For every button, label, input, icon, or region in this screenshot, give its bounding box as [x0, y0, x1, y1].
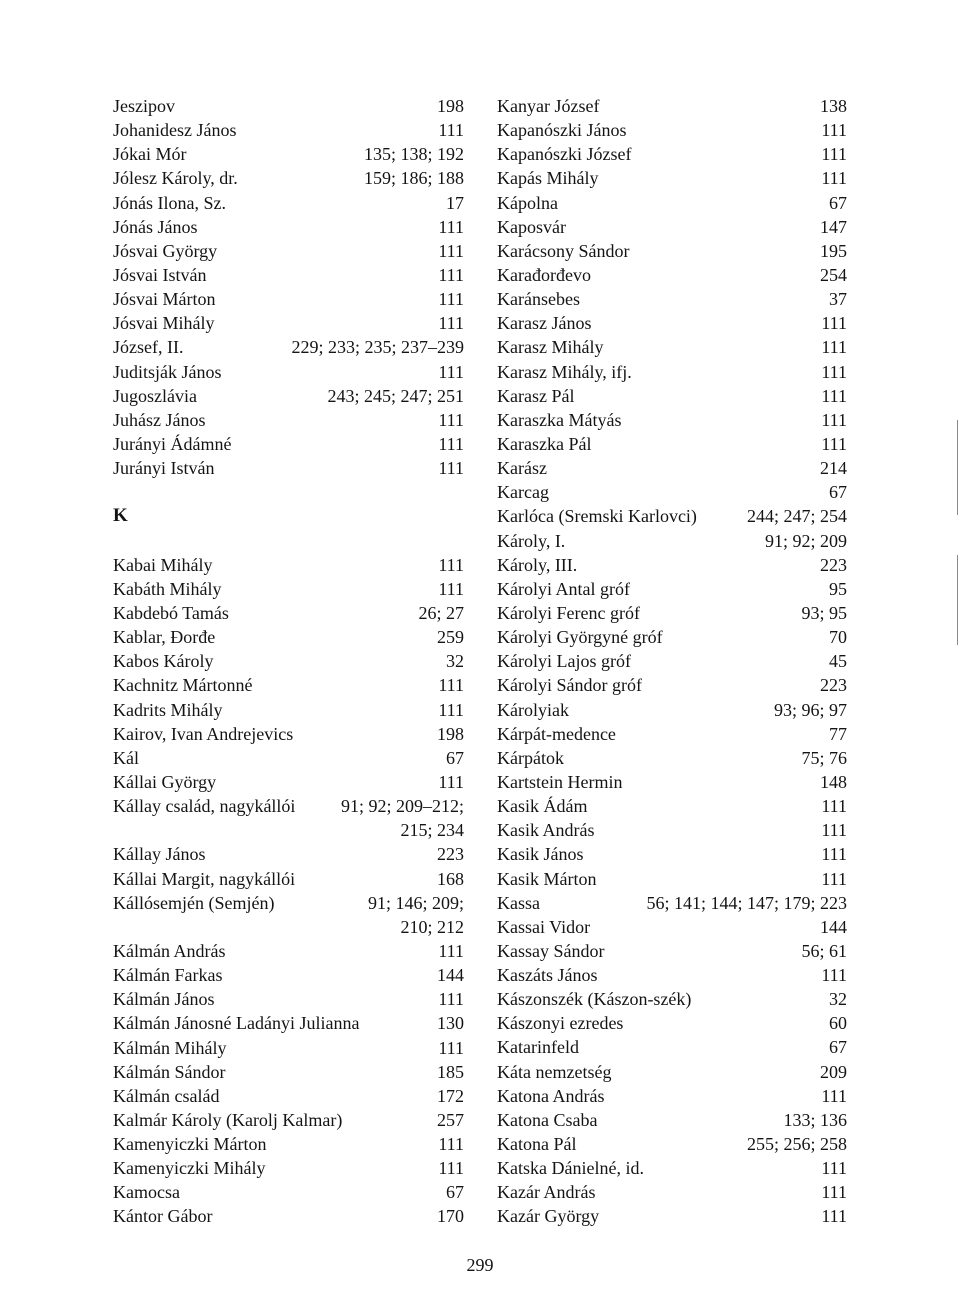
- index-entry: [497, 263, 847, 287]
- entry-term: Jónás János: [113, 216, 198, 237]
- entry-term: Kapanószki József: [497, 144, 632, 165]
- entry-term: Kárpát-medence: [497, 723, 616, 744]
- entry-term: Kassai Vidor: [497, 916, 591, 937]
- entry-pages: 70: [829, 627, 847, 648]
- entry-term: Kazár György: [497, 1206, 600, 1227]
- entry-term: Jurányi Ádámné: [113, 433, 232, 454]
- index-entry: [113, 673, 464, 697]
- entry-pages: 111: [438, 1037, 464, 1058]
- entry-term: Kablar, Đorđe: [113, 627, 216, 648]
- entry-pages: 32: [446, 651, 464, 672]
- entry-pages: 223: [820, 554, 847, 575]
- entry-term: Kállai György: [113, 771, 217, 792]
- index-entry: [113, 746, 464, 770]
- index-entry: [113, 94, 464, 118]
- entry-pages: 111: [438, 289, 464, 310]
- index-entry: [113, 601, 464, 625]
- index-entry: [497, 1204, 847, 1228]
- index-entry: [497, 529, 847, 553]
- entry-pages: 111: [438, 675, 464, 696]
- entry-term: Károly, I.: [497, 530, 566, 551]
- entry-term: Károlyi Ferenc gróf: [497, 602, 640, 623]
- entry-pages: 215; 234: [400, 820, 464, 841]
- entry-term: Jósvai György: [113, 240, 218, 261]
- scan-edge-mark: [957, 555, 958, 645]
- index-entry: [113, 215, 464, 239]
- entry-pages: 111: [821, 965, 847, 986]
- index-entry: [113, 1180, 464, 1204]
- entry-pages: 93; 95: [801, 602, 847, 623]
- index-entry: [497, 794, 847, 818]
- entry-pages: 111: [821, 820, 847, 841]
- index-entry: [497, 553, 847, 577]
- entry-term: Kállay János: [113, 844, 206, 865]
- entry-term: Kárpátok: [497, 747, 564, 768]
- entry-term: Juditsják János: [113, 361, 222, 382]
- index-entry: [113, 553, 464, 577]
- entry-term: Karasz Pál: [497, 385, 575, 406]
- index-entry: [113, 191, 464, 215]
- index-entry: [497, 625, 847, 649]
- index-entry: [113, 432, 464, 456]
- index-entry: [497, 360, 847, 384]
- entry-term: Juhász János: [113, 409, 206, 430]
- index-entry: [113, 118, 464, 142]
- entry-pages: 210; 212: [400, 916, 464, 937]
- entry-pages: 32: [829, 989, 847, 1010]
- entry-term: Jókai Mór: [113, 144, 187, 165]
- entry-pages: 67: [446, 747, 464, 768]
- entry-pages: 259: [437, 627, 464, 648]
- entry-term: Károly, III.: [497, 554, 578, 575]
- entry-pages: 111: [821, 433, 847, 454]
- index-entry: [497, 239, 847, 263]
- entry-pages: 111: [438, 313, 464, 334]
- entry-term: Kaszáts János: [497, 965, 598, 986]
- entry-pages: 111: [438, 216, 464, 237]
- entry-pages: 257: [437, 1109, 464, 1130]
- entry-term: József, II.: [113, 337, 184, 358]
- entry-term: Katarinfeld: [497, 1037, 579, 1058]
- index-entry: [497, 577, 847, 601]
- index-entry: [497, 287, 847, 311]
- entry-pages: 138: [820, 96, 847, 116]
- entry-term: Kartstein Hermin: [497, 771, 623, 792]
- index-entry: [497, 142, 847, 166]
- entry-term: Károlyiak: [497, 699, 569, 720]
- index-entry: [113, 698, 464, 722]
- index-entry: [113, 1060, 464, 1084]
- entry-term: Kasik András: [497, 820, 595, 841]
- entry-pages: 111: [438, 989, 464, 1010]
- entry-term: Kanyar József: [497, 96, 600, 116]
- entry-pages: 111: [821, 796, 847, 817]
- entry-pages: 144: [820, 916, 847, 937]
- entry-term: Kazár András: [497, 1182, 596, 1203]
- entry-pages: 111: [821, 120, 847, 141]
- entry-pages: 111: [438, 120, 464, 141]
- entry-term: Katona Csaba: [497, 1109, 598, 1130]
- entry-pages: 93; 96; 97: [773, 699, 847, 720]
- entry-term: Karasz Mihály, ifj.: [497, 361, 632, 382]
- entry-term: Kassa: [497, 892, 540, 913]
- entry-pages: 91; 92; 209: [764, 530, 847, 551]
- index-entry: [497, 673, 847, 697]
- index-entry: [497, 1156, 847, 1180]
- entry-term: Karász: [497, 458, 547, 479]
- entry-term: Kálmán Jánosné Ladányi Julianna: [113, 1013, 360, 1034]
- index-entry: [113, 963, 464, 987]
- index-entry: [497, 480, 847, 504]
- entry-term: Kabdebó Tamás: [113, 602, 229, 623]
- entry-pages: 111: [821, 868, 847, 889]
- index-column-left: [113, 94, 464, 1229]
- entry-pages: 111: [821, 1158, 847, 1179]
- index-entry: [113, 456, 464, 480]
- entry-pages: 67: [446, 1182, 464, 1203]
- entry-term: Karaszka Pál: [497, 433, 592, 454]
- entry-term: Kapás Mihály: [497, 168, 599, 189]
- entry-term: Kasik János: [497, 844, 584, 865]
- entry-pages: 209: [820, 1061, 847, 1082]
- entry-term: Karađorđevo: [497, 264, 591, 285]
- entry-term: Kállósemjén (Semjén): [113, 892, 275, 913]
- index-entry: [497, 1108, 847, 1132]
- entry-term: Jósvai Mihály: [113, 313, 215, 334]
- entry-term: Kamocsa: [113, 1182, 180, 1203]
- entry-term: Jurányi István: [113, 458, 215, 479]
- entry-pages: 254: [820, 264, 847, 285]
- index-entry: [497, 504, 847, 528]
- index-entry: [497, 1011, 847, 1035]
- entry-pages: 111: [821, 1182, 847, 1203]
- index-entry: [497, 770, 847, 794]
- entry-term: Katona Pál: [497, 1134, 577, 1155]
- entry-pages: 111: [821, 361, 847, 382]
- entry-term: Kálmán Sándor: [113, 1061, 226, 1082]
- entry-pages: 111: [438, 699, 464, 720]
- index-entry: [497, 1060, 847, 1084]
- index-entry: [113, 1132, 464, 1156]
- entry-pages: 95: [829, 578, 847, 599]
- index-entry: [497, 1035, 847, 1059]
- index-entry: [497, 698, 847, 722]
- index-entry: [497, 384, 847, 408]
- entry-term: Karánsebes: [497, 289, 580, 310]
- right-entries-k: [497, 94, 847, 1229]
- entry-term: Kápolna: [497, 192, 558, 213]
- index-entry: [497, 842, 847, 866]
- entry-pages: 229; 233; 235; 237–239: [291, 337, 464, 358]
- entry-term: Kadrits Mihály: [113, 699, 223, 720]
- entry-term: Jósvai István: [113, 264, 207, 285]
- entry-pages: 37: [829, 289, 847, 310]
- entry-term: Károlyi Lajos gróf: [497, 651, 631, 672]
- entry-term: Karácsony Sándor: [497, 240, 630, 261]
- index-entry: [497, 1180, 847, 1204]
- index-entry: [497, 915, 847, 939]
- entry-pages: 111: [821, 1206, 847, 1227]
- index-entry: [113, 891, 464, 915]
- index-entry: [497, 1132, 847, 1156]
- index-column-right: [497, 94, 847, 1229]
- entry-term: Káta nemzetség: [497, 1061, 612, 1082]
- entry-pages: 172: [437, 1085, 464, 1106]
- index-entry: [113, 867, 464, 891]
- index-entry: [497, 987, 847, 1011]
- index-entry: [113, 939, 464, 963]
- entry-term: Kállai Margit, nagykállói: [113, 868, 296, 889]
- entry-term: Kál: [113, 747, 139, 768]
- entry-term: Kairov, Ivan Andrejevics: [113, 723, 294, 744]
- entry-pages: 111: [438, 433, 464, 454]
- entry-pages: 91; 92; 209–212;: [340, 796, 464, 817]
- index-entry: [497, 456, 847, 480]
- entry-term: Kasik Ádám: [497, 796, 588, 817]
- entry-pages: 133; 136: [783, 1109, 847, 1130]
- index-entry: [497, 166, 847, 190]
- index-entry: [113, 577, 464, 601]
- index-entry: [497, 601, 847, 625]
- entry-term: Károlyi Györgyné gróf: [497, 627, 663, 648]
- entry-term: Kálmán András: [113, 940, 226, 961]
- entry-pages: 111: [438, 1158, 464, 1179]
- index-entry: [497, 818, 847, 842]
- index-entry: [113, 794, 464, 818]
- entry-pages: 111: [438, 554, 464, 575]
- entry-pages: 111: [438, 1134, 464, 1155]
- index-entry: [113, 625, 464, 649]
- entry-pages: 111: [438, 940, 464, 961]
- index-entry: [113, 142, 464, 166]
- entry-term: Karcag: [497, 482, 549, 503]
- index-entry: [113, 1204, 464, 1228]
- entry-term: Kászonyi ezredes: [497, 1013, 624, 1034]
- page-number: 299: [466, 1255, 494, 1275]
- entry-pages: 67: [829, 482, 847, 503]
- entry-term: Kabos Károly: [113, 651, 214, 672]
- entry-pages: 244; 247; 254: [746, 506, 847, 527]
- entry-pages: 243; 245; 247; 251: [327, 385, 464, 406]
- entry-pages: 111: [438, 361, 464, 382]
- entry-term: Jónás Ilona, Sz.: [113, 192, 226, 213]
- index-entry: [497, 963, 847, 987]
- entry-term: Katska Dánielné, id.: [497, 1158, 644, 1179]
- index-entry: [113, 1156, 464, 1180]
- index-entry: [113, 311, 464, 335]
- index-entry: [497, 1084, 847, 1108]
- entry-term: Kállay család, nagykállói: [113, 796, 296, 817]
- entry-pages: 111: [438, 771, 464, 792]
- entry-pages: 67: [829, 1037, 847, 1058]
- entry-pages: 130: [437, 1013, 464, 1034]
- index-entry: [113, 1084, 464, 1108]
- entry-pages: 111: [821, 313, 847, 334]
- entry-term: Jósvai Márton: [113, 289, 216, 310]
- entry-term: Jugoszlávia: [113, 385, 197, 406]
- entry-term: Kabáth Mihály: [113, 578, 222, 599]
- entry-pages: 223: [820, 675, 847, 696]
- index-entry-continuation: [113, 818, 464, 842]
- entry-term: Kamenyiczki Márton: [113, 1134, 267, 1155]
- index-entry: [497, 408, 847, 432]
- entry-pages: 195: [820, 240, 847, 261]
- index-entry: [113, 722, 464, 746]
- entry-term: Kálmán család: [113, 1085, 220, 1106]
- index-entry: [113, 335, 464, 359]
- index-entry: [113, 166, 464, 190]
- entry-term: Jólesz Károly, dr.: [113, 168, 238, 189]
- entry-term: Kalmár Károly (Karolj Kalmar): [113, 1109, 343, 1130]
- entry-pages: 147: [820, 216, 847, 237]
- entry-term: Károlyi Sándor gróf: [497, 675, 642, 696]
- entry-term: Jeszipov: [113, 96, 175, 116]
- entry-term: Kasik Márton: [497, 868, 597, 889]
- index-entry: [113, 987, 464, 1011]
- index-entry: [497, 335, 847, 359]
- entry-pages: 56; 141; 144; 147; 179; 223: [646, 892, 847, 913]
- scan-edge-mark: [957, 420, 958, 515]
- entry-pages: 45: [829, 651, 847, 672]
- entry-pages: 111: [438, 264, 464, 285]
- index-entry: [497, 311, 847, 335]
- entry-pages: 77: [829, 723, 847, 744]
- entry-pages: 144: [437, 965, 464, 986]
- entry-term: Kaposvár: [497, 216, 566, 237]
- index-entry: [497, 649, 847, 673]
- entry-pages: 111: [821, 1085, 847, 1106]
- index-entry: [113, 263, 464, 287]
- index-entry: [113, 408, 464, 432]
- left-entries-j: [113, 94, 464, 480]
- entry-term: Karasz János: [497, 313, 592, 334]
- index-entry: [497, 432, 847, 456]
- entry-pages: 111: [821, 337, 847, 358]
- left-entries-k: [113, 553, 464, 1229]
- entry-pages: 111: [821, 409, 847, 430]
- entry-term: Kapanószki János: [497, 120, 627, 141]
- entry-term: Karlóca (Sremski Karlovci): [497, 506, 697, 527]
- entry-pages: 56; 61: [801, 940, 847, 961]
- entry-term: Karaszka Mátyás: [497, 409, 622, 430]
- entry-pages: 170: [437, 1206, 464, 1227]
- index-entry: [497, 215, 847, 239]
- entry-term: Kabai Mihály: [113, 554, 213, 575]
- index-entry: [113, 770, 464, 794]
- entry-term: Kassay Sándor: [497, 940, 605, 961]
- entry-pages: 75; 76: [801, 747, 847, 768]
- entry-pages: 17: [446, 192, 464, 213]
- entry-pages: 223: [437, 844, 464, 865]
- entry-term: Kamenyiczki Mihály: [113, 1158, 266, 1179]
- entry-pages: 111: [438, 409, 464, 430]
- entry-term: Kászonszék (Kászon-szék): [497, 989, 692, 1010]
- entry-term: Kálmán Farkas: [113, 965, 223, 986]
- index-entry: [497, 867, 847, 891]
- entry-pages: 198: [437, 723, 464, 744]
- entry-pages: 214: [820, 458, 847, 479]
- entry-term: Johanidesz János: [113, 120, 237, 141]
- entry-term: Katona András: [497, 1085, 605, 1106]
- entry-pages: 135; 138; 192: [363, 144, 464, 165]
- entry-pages: 255; 256; 258: [746, 1134, 847, 1155]
- entry-term: Karasz Mihály: [497, 337, 604, 358]
- index-entry: [113, 360, 464, 384]
- index-entry: [497, 722, 847, 746]
- index-entry: [497, 891, 847, 915]
- index-entry-continuation: [113, 915, 464, 939]
- index-entry: [113, 649, 464, 673]
- entry-pages: 111: [438, 458, 464, 479]
- index-entry: [497, 939, 847, 963]
- entry-term: Kántor Gábor: [113, 1206, 213, 1227]
- entry-term: Kálmán Mihály: [113, 1037, 227, 1058]
- index-entry: [113, 1011, 464, 1035]
- index-entry: [113, 1036, 464, 1060]
- entry-pages: 67: [829, 192, 847, 213]
- index-entry: [113, 1108, 464, 1132]
- index-entry: [113, 287, 464, 311]
- entry-pages: 111: [821, 144, 847, 165]
- entry-pages: 168: [437, 868, 464, 889]
- entry-pages: 91; 146; 209;: [367, 892, 464, 913]
- entry-pages: 111: [438, 578, 464, 599]
- index-entry: [113, 842, 464, 866]
- entry-pages: 111: [821, 168, 847, 189]
- entry-pages: 111: [438, 240, 464, 261]
- entry-pages: 60: [829, 1013, 847, 1034]
- index-entry: [497, 94, 847, 118]
- index-entry: [497, 746, 847, 770]
- entry-term: Kálmán János: [113, 989, 215, 1010]
- entry-term: Kachnitz Mártonné: [113, 675, 253, 696]
- index-entry: [113, 384, 464, 408]
- index-entry: [113, 239, 464, 263]
- entry-pages: 111: [821, 844, 847, 865]
- entry-pages: 111: [821, 385, 847, 406]
- entry-pages: 148: [820, 771, 847, 792]
- entry-pages: 26; 27: [418, 602, 464, 623]
- section-letter-k: K: [113, 505, 128, 527]
- index-entry: [497, 118, 847, 142]
- entry-pages: 198: [437, 96, 464, 116]
- entry-term: Károlyi Antal gróf: [497, 578, 630, 599]
- entry-pages: 185: [437, 1061, 464, 1082]
- index-entry: [497, 191, 847, 215]
- entry-pages: 159; 186; 188: [363, 168, 464, 189]
